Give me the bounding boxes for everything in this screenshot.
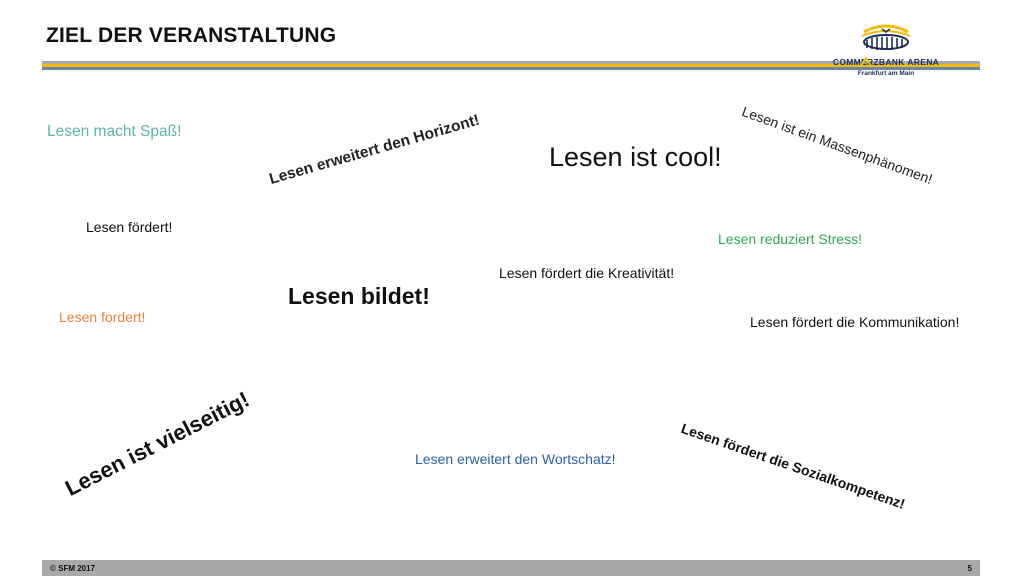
- commerzbank-arena-logo: [816, 18, 956, 80]
- commerzbank-ribbon-icon: [860, 57, 872, 67]
- page-number: 5: [967, 564, 972, 573]
- phrase-macht-spass: Lesen macht Spaß!: [47, 123, 182, 140]
- phrase-reduziert-stress: Lesen reduziert Stress!: [718, 231, 862, 247]
- logo-name-right: ARENA: [907, 57, 940, 67]
- phrase-bildet: Lesen bildet!: [288, 283, 430, 309]
- footer-bar: [42, 560, 980, 576]
- phrase-sozialkompetenz: Lesen fördert die Sozialkompetenz!: [679, 420, 908, 512]
- phrase-ist-cool: Lesen ist cool!: [549, 142, 722, 172]
- phrase-erweitert-horizont: Lesen erweitert den Horizont!: [267, 111, 482, 188]
- phrase-massenphaenomen: Lesen ist ein Massenphänomen!: [739, 103, 935, 188]
- phrase-kommunikation: Lesen fördert die Kommunikation!: [750, 314, 960, 330]
- phrase-wortschatz: Lesen erweitert den Wortschatz!: [415, 451, 616, 467]
- logo-subtitle: Frankfurt am Main: [857, 70, 915, 77]
- slide-title: ZIEL DER VERANSTALTUNG: [46, 24, 337, 47]
- footer-copyright: © SFM 2017: [50, 564, 96, 573]
- logo-name-left: COMMERZBANK: [832, 57, 905, 67]
- stadium-icon: [858, 18, 914, 54]
- phrase-kreativitaet: Lesen fördert die Kreativität!: [499, 265, 675, 281]
- phrase-vielseitig: Lesen ist vielseitig!: [61, 386, 254, 501]
- phrase-fordert: Lesen fordert!: [59, 309, 146, 325]
- phrase-foerdert: Lesen fördert!: [86, 219, 173, 235]
